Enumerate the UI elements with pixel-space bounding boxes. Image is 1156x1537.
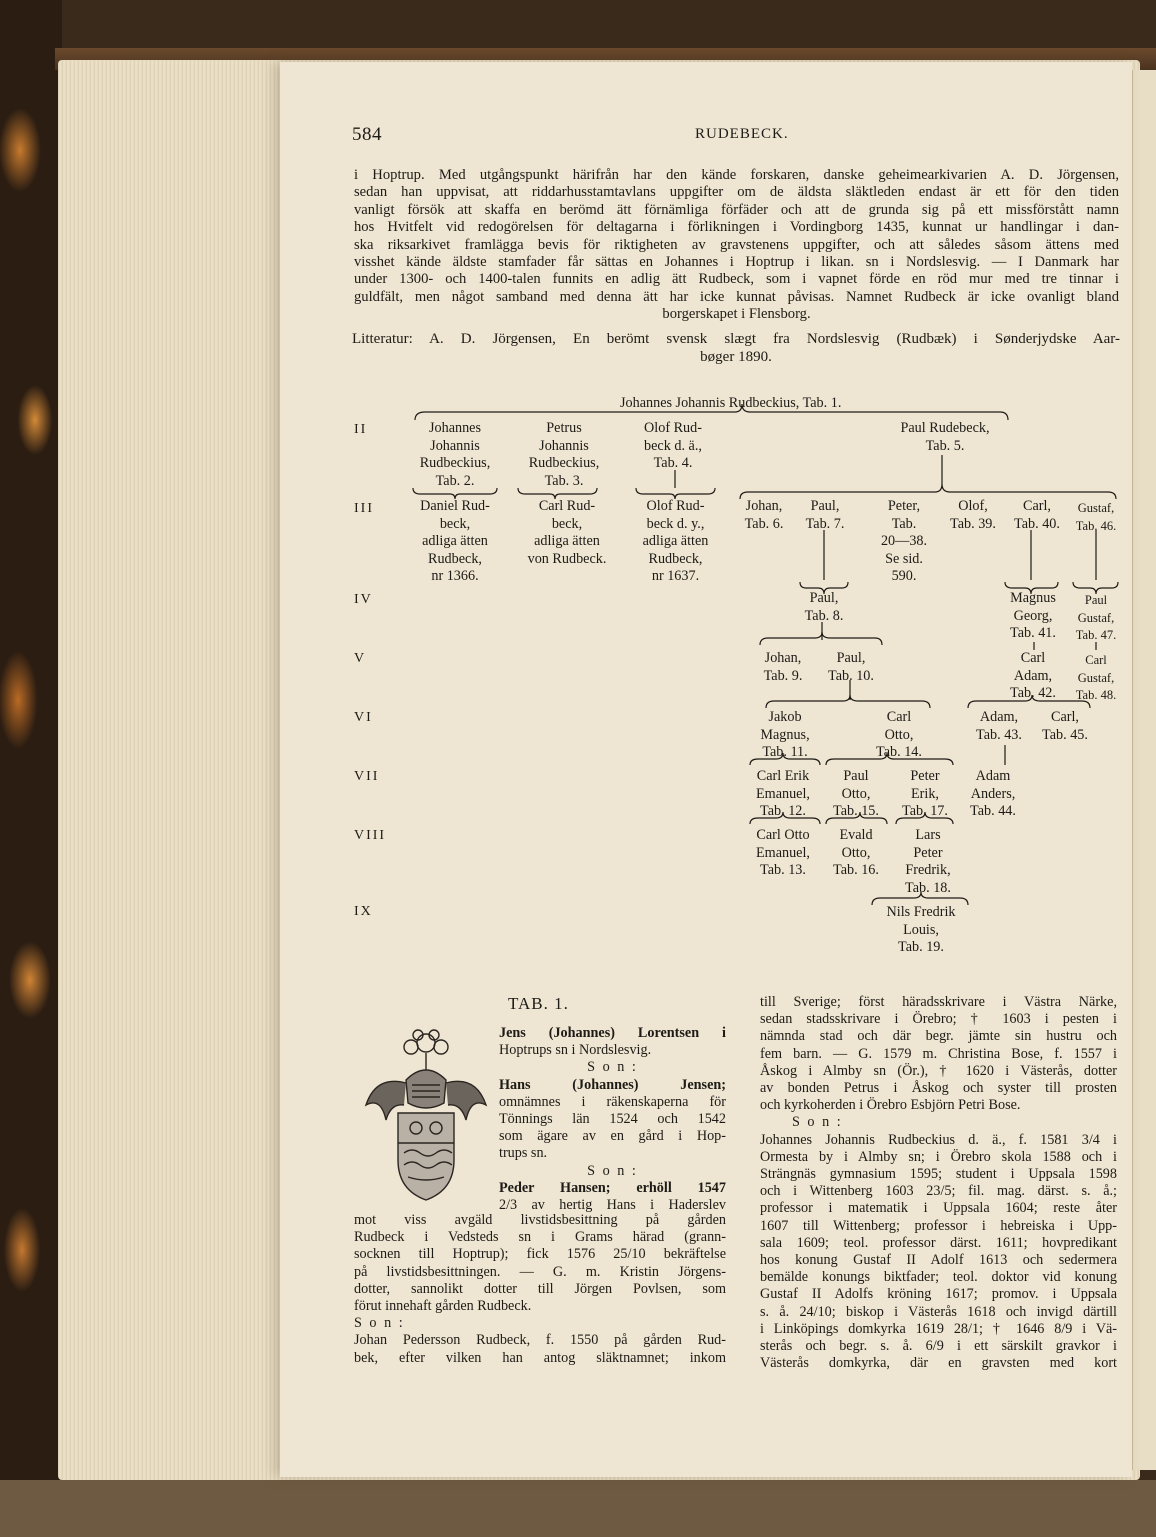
node-line: Tab. 5.	[925, 437, 965, 454]
node-line: Johan,	[745, 498, 783, 514]
node-line: Adam,	[979, 709, 1019, 725]
tree-node	[628, 420, 718, 473]
node-line: Carl,	[1051, 709, 1079, 725]
tree-node	[1000, 590, 1066, 643]
node-line: Paul	[843, 768, 869, 784]
tree-node	[405, 498, 505, 586]
text-line: s. å. 24/10; biskop i Västerås 1618 och invigd därtill	[760, 1303, 1117, 1320]
node-line: Tab. 6.	[744, 515, 784, 532]
node-line: Emanuel,	[756, 785, 810, 802]
tree-node	[734, 498, 794, 533]
text-line: bøger 1890.	[700, 349, 772, 365]
text-line: Strängnäs gymnasium 1595; student i Uppsala 1598	[760, 1166, 1117, 1183]
node-line: Emanuel,	[756, 844, 810, 861]
tree-node	[960, 768, 1026, 821]
node-line: beck d. y.,	[646, 515, 705, 532]
son-heading: S o n :	[792, 1114, 843, 1131]
text-line: Gustaf II Adolfs kröning 1617; promov. i Uppsala	[760, 1286, 1117, 1303]
node-line: Tab. 39.	[950, 515, 996, 532]
node-line: Paul,	[810, 498, 840, 514]
tree-node	[893, 768, 957, 821]
text-line: Litteratur: A. D. Jörgensen, En berömt svensk slægt fra Nordslesvig (Rudbæk) i Sønderjydske Aar-	[352, 331, 1120, 347]
node-line: Tab. 8.	[804, 607, 844, 624]
tree-node	[870, 498, 938, 586]
tab1-right-column	[760, 994, 1117, 1372]
running-head: RUDEBECK.	[695, 126, 789, 142]
text-line: Västerås domkyrka, där en gravsten med kort	[760, 1355, 1117, 1372]
node-line: Adam,	[1013, 667, 1053, 684]
tree-node	[966, 709, 1032, 744]
node-line: nr 1637.	[651, 568, 700, 584]
node-line: von Rudbeck.	[527, 550, 607, 567]
son-heading: S o n :	[587, 1162, 638, 1179]
node-line: Tab. 40.	[1014, 515, 1060, 532]
tree-node	[1068, 500, 1124, 535]
node-line: Tab. 3.	[544, 472, 584, 489]
text-line: under 1300- och 1400-talen funnits en adlig ätt Rudbeck, som i vapnet förde en röd mur med tre tinnar i	[354, 271, 1119, 288]
node-line: Petrus	[546, 420, 582, 436]
node-line: Carl Erik	[756, 768, 810, 784]
node-line: 590.	[891, 568, 917, 584]
text-line: mot viss avgäld livstidsbesittning på gården	[354, 1212, 726, 1228]
text-line: Tönnings län 1524 och 1542	[499, 1111, 726, 1128]
node-line: Rudbeckius,	[528, 455, 600, 471]
text-line: visshet kände äldste stamfader får sättas en Johannes i Hoptrup i likan. sn i Nordslesvig. — I Danmark har	[354, 254, 1119, 271]
node-line: Olof Rud-	[644, 420, 702, 436]
generation-label: IV	[354, 592, 373, 607]
generation-label: V	[354, 651, 367, 666]
tab1-left-upper	[499, 1025, 726, 1214]
tab1-left-lower	[354, 1212, 726, 1367]
node-line: Carl	[886, 709, 912, 725]
node-line: Otto,	[841, 844, 871, 861]
generation-label: III	[354, 501, 374, 516]
tree-node	[940, 498, 1006, 533]
text-line: ska riksarkivet framlägga bevis för riktigheten av gravstenens uppgifter, och att således såsom ättens med	[354, 236, 1119, 253]
text-line: Rudbeck i Vedsteds sn i Grams härad (grann-	[354, 1229, 726, 1246]
text-line: 2/3 av hertig Hans i Haderslev	[499, 1197, 726, 1214]
node-line: Otto,	[884, 726, 914, 743]
node-line: Peter	[910, 768, 940, 784]
node-line: Olof Rud-	[646, 498, 705, 514]
person-name: Jens (Johannes) Lorentsen i	[499, 1025, 726, 1041]
text-line: och kyrkoherden i Örebro Esbjörn Petri Bose.	[760, 1097, 1021, 1114]
node-line: Lars	[915, 827, 941, 843]
tree-node	[1068, 652, 1124, 705]
node-line: beck,	[551, 515, 583, 532]
tree-node	[820, 650, 882, 685]
node-line: Tab. 14.	[876, 744, 922, 760]
node-line: Anders,	[970, 785, 1016, 802]
son-heading: S o n :	[354, 1315, 405, 1332]
text-line	[499, 1077, 726, 1094]
text-line: sedan stadsskrivare i Örebro; † 1603 i pesten i	[760, 1011, 1117, 1028]
text-line	[499, 1180, 726, 1197]
text-line: Ormesta by i Almby sn; i Örebro skola 1588 och i	[760, 1148, 1117, 1165]
text-line: sedan han uppvisat, att riddarhusstamtavlans uppgifter om de äldsta släktleden endast är ett för den tiden	[354, 184, 1119, 201]
node-line: Tab. 17.	[902, 803, 948, 819]
text-line: omnämnes i räkenskaperna för	[499, 1093, 726, 1110]
node-line: beck d. ä.,	[644, 437, 702, 454]
text-line: sterås och begr. s. å. 6/9 i ett särskilt gravkor i	[760, 1338, 1117, 1355]
node-line: Tab. 7.	[805, 515, 845, 532]
node-line: Tab. 19.	[898, 939, 944, 955]
generation-label: VII	[354, 769, 380, 784]
tree-node	[1000, 650, 1066, 703]
tree-node	[512, 498, 622, 568]
text-line: professor i matematik i Uppsala 1604; reste åter	[760, 1200, 1117, 1217]
text-line: bemälde konungs biktfader; teol. doktor vid konung	[760, 1269, 1117, 1286]
node-line: Tab. 47.	[1075, 628, 1117, 642]
node-line: Peter,	[887, 498, 921, 514]
node-line: Rudbeck,	[428, 550, 482, 567]
node-line: Tab. 11.	[762, 744, 808, 760]
tree-node	[744, 768, 822, 821]
node-line: Georg,	[1013, 607, 1053, 624]
person-name: Peder Hansen; erhöll 1547	[499, 1179, 726, 1196]
node-line: Johannis	[539, 437, 589, 454]
text-line: Hoptrups sn i Nordslesvig.	[499, 1042, 652, 1059]
tree-node	[794, 590, 854, 625]
node-line: Gustaf,	[1077, 610, 1115, 625]
node-line: Fredrik,	[905, 862, 951, 878]
tree-root: Johannes Johannis Rudbeckius, Tab. 1.	[620, 395, 842, 411]
node-line: Louis,	[903, 921, 939, 938]
node-line: Johan,	[764, 650, 802, 666]
text-line: 1607 till Wittenberg; professor i hebreiska i Upp-	[760, 1217, 1117, 1234]
node-line: Tab. 10.	[828, 667, 874, 684]
text-line: på livstidsbesittningen. — G. m. Kristin Jörgens-	[354, 1263, 726, 1280]
text-line: Åskog i Almby sn (Ör.), † 1620 i Västerås, dotter	[760, 1062, 1117, 1079]
node-line: Tab. 48.	[1075, 688, 1117, 702]
text-line: guldfält, men något samband med denna ätt har icke kunnat påvisas. Namnet Rudbeck är icke ovanligt bland	[354, 288, 1119, 305]
text-line: och i Wittenberg 1603 23/5; fil. mag. därst. s. å.;	[760, 1183, 1117, 1200]
node-line: Tab. 2.	[435, 472, 475, 489]
text-line: Johannes Johannis Rudbeckius d. ä., f. 1581 3/4 i	[760, 1131, 1117, 1148]
text-line: borgerskapet i Flensborg.	[662, 306, 811, 323]
node-line: Carl	[1085, 653, 1107, 667]
node-line: Daniel Rud-	[420, 498, 490, 514]
generation-label: II	[354, 422, 368, 437]
node-line: Evald	[839, 827, 873, 843]
node-line: adliga ätten	[534, 533, 600, 549]
person-name: Hans (Johannes) Jensen;	[499, 1076, 726, 1093]
node-line: Tab. 12.	[760, 803, 806, 819]
node-line: Gustaf,	[1077, 670, 1115, 685]
text-line: bek, efter vilken han antog släktnamnet; inkom	[354, 1349, 726, 1366]
text-line: nämnda stad och där begr. jämte sin hustru och	[760, 1028, 1117, 1045]
tree-node	[405, 420, 505, 490]
node-line: Tab. 13.	[760, 862, 806, 878]
text-line: förut innehaft gården Rudbeck.	[354, 1298, 532, 1315]
node-line: Johannes	[428, 420, 481, 436]
text-line: sala 1609; teol. professor därst. 1611; hovpredikant	[760, 1234, 1117, 1251]
node-line: Peter	[913, 844, 943, 861]
node-line: Paul Rudebeck,	[900, 420, 990, 436]
node-line: Tab. 9.	[763, 667, 803, 684]
node-line: adliga ätten	[642, 533, 709, 549]
node-line: Paul	[1084, 593, 1108, 607]
tree-node	[1032, 709, 1098, 744]
tree-node	[880, 420, 1010, 455]
text-line	[499, 1025, 726, 1042]
node-line: Rudbeck,	[648, 550, 703, 567]
node-line: beck,	[439, 515, 471, 532]
tab-title: TAB. 1.	[508, 994, 569, 1013]
tree-node	[866, 904, 976, 957]
tree-node	[1004, 498, 1070, 533]
node-line: Carl Otto	[756, 827, 810, 843]
node-line: Tab. 42.	[1010, 685, 1056, 701]
node-line: Carl	[1020, 650, 1046, 666]
text-line: vanligt försök att skaffa en berömd ätt förnämliga förfäder och att de grunda sig på ett missförstått namn	[354, 201, 1119, 218]
generation-label: IX	[354, 904, 373, 919]
node-line: Gustaf,	[1077, 501, 1115, 515]
text-line: dotter, sannolikt dotter till Jörgen Povlsen, som	[354, 1280, 726, 1297]
node-line: Tab. 15.	[833, 803, 879, 819]
text-line: hos konung Gustaf II Adolf 1613 och sedermera	[760, 1252, 1117, 1269]
node-line: Johannis	[430, 437, 480, 454]
node-line: Magnus	[1010, 590, 1056, 606]
node-line: Nils Fredrik	[886, 904, 956, 920]
text-line: i Linköpings domkyrka 1619 28/1; † 1646 8/9 i Vä-	[760, 1320, 1117, 1337]
son-heading: S o n :	[587, 1059, 638, 1076]
tree-node	[893, 827, 963, 897]
node-line: Tab. 41.	[1010, 625, 1056, 641]
tree-node	[752, 650, 814, 685]
node-line: adliga ätten	[422, 533, 488, 549]
node-line: Magnus,	[760, 726, 810, 743]
node-line: Adam	[975, 768, 1011, 784]
text-line: som ägare av en gård i Hop-	[499, 1128, 726, 1145]
node-line: Tab. 18.	[905, 879, 951, 896]
text-line: i Hoptrup. Med utgångspunkt härifrån har den kände forskaren, danske geheimearkivarien A. D. Jörgensen,	[354, 167, 1119, 183]
tree-node	[1068, 592, 1124, 645]
node-line: Carl Rud-	[538, 498, 596, 514]
text-line: fem barn. — G. 1579 m. Christina Bose, f. 1557 i	[760, 1045, 1117, 1062]
page-number: 584	[352, 124, 382, 145]
node-line: Tab. 4.	[653, 455, 693, 471]
text-line: till Sverige; först häradsskrivare i Västra Närke,	[760, 994, 1117, 1010]
tree-node	[744, 827, 822, 880]
node-line: Erik,	[911, 785, 939, 802]
generation-label: VI	[354, 710, 373, 725]
tree-node	[824, 768, 888, 821]
coat-of-arms-icon	[356, 1025, 496, 1205]
tree-node	[752, 709, 818, 762]
node-line: Tab. 45.	[1042, 726, 1088, 743]
text-line: hos Hvitfelt vid redogörelsen för deltagarna i förlikningen i Vordingborg 1435, kunnat ur handlingar i dan-	[354, 219, 1119, 236]
node-line: Tab. 44.	[970, 803, 1016, 819]
node-line: Otto,	[841, 785, 871, 802]
tree-node	[628, 498, 723, 586]
node-line: Tab.	[891, 515, 917, 532]
text-line: av bonden Petrus i Åskog och syster till prosten	[760, 1080, 1117, 1097]
tree-node	[866, 709, 932, 762]
tree-node	[824, 827, 888, 880]
node-line: Paul,	[836, 650, 866, 666]
tree-node	[514, 420, 614, 490]
node-line: Olof,	[958, 498, 988, 514]
node-line: Rudbeckius,	[419, 455, 491, 471]
node-line: Tab. 43.	[976, 726, 1022, 743]
node-line: Se sid.	[885, 550, 923, 567]
node-line: 20—38.	[880, 533, 928, 549]
node-line: nr 1366.	[431, 568, 479, 584]
text-line: trups sn.	[499, 1145, 548, 1162]
tree-node	[796, 498, 854, 533]
node-line: Tab. 16.	[833, 862, 879, 878]
text-line: socknen till Hoptrup); fick 1576 25/10 bekräftelse	[354, 1246, 726, 1263]
node-line: Jakob	[768, 709, 802, 725]
node-line: Carl,	[1023, 498, 1051, 514]
text-line: Johan Pedersson Rudbeck, f. 1550 på gården Rud-	[354, 1332, 726, 1349]
node-line: Paul,	[809, 590, 839, 606]
node-line: Tab. 46.	[1075, 518, 1117, 533]
generation-label: VIII	[354, 828, 387, 843]
